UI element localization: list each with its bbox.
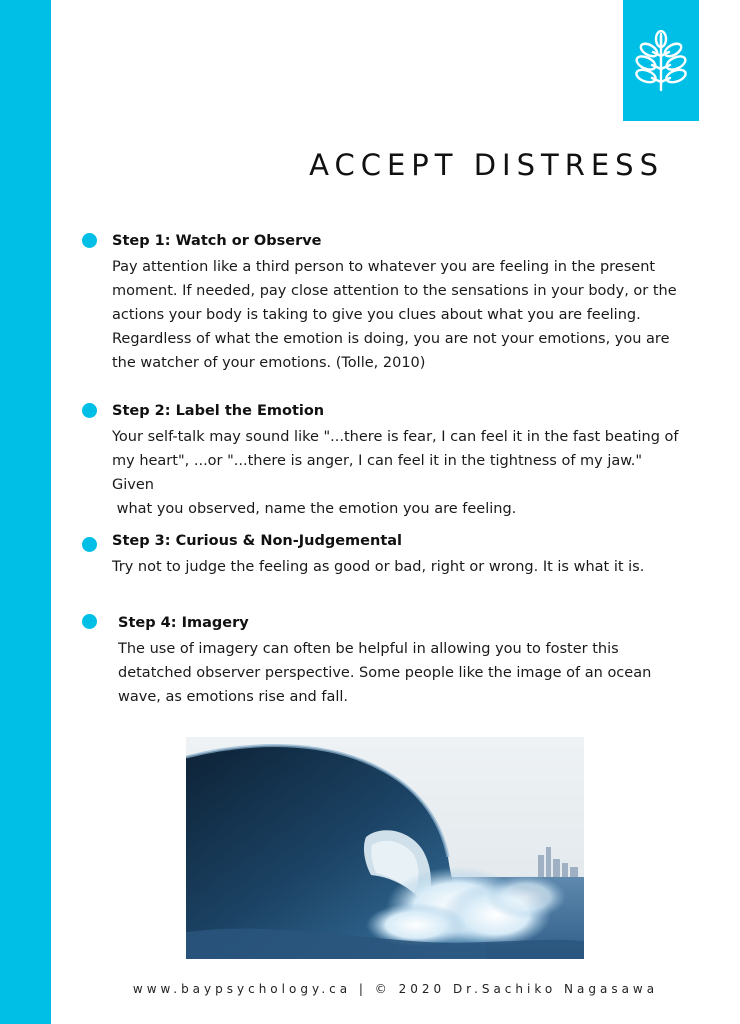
step-4-body: The use of imagery can often be helpful in allowing you to foster this detatched observer perspective. Some people like the image of an ocean wave, as emotions rise and fall. (118, 641, 652, 705)
step-4-title: Step 4: Imagery (118, 615, 249, 631)
step-1-bullet (82, 233, 97, 248)
leaf-branch-icon (633, 30, 689, 92)
footer-credit: www.baypsychology.ca | © 2020 Dr.Sachiko Nagasawa (132, 982, 659, 996)
step-3-bullet (82, 537, 97, 552)
step-2-title: Step 2: Label the Emotion (112, 403, 325, 419)
ocean-wave-photo (186, 737, 584, 959)
step-2-body: Your self-talk may sound like "...there is fear, I can feel it in the fast beating of my heart", ...or "...there is anger, I can feel it in the tightness of my jaw." Given what you observed, name the emotion you are feeling. (112, 429, 679, 517)
step-3-body: Try not to judge the feeling as good or bad, right or wrong. It is what it is. (112, 559, 645, 575)
step-2-bullet (82, 403, 97, 418)
step-1-body: Pay attention like a third person to whatever you are feeling in the present moment. If needed, pay close attention to the sensations in your body, or the actions your body is taking to give you clues about what you are feeling. Regardless of what the emotion is doing, you are not your emotions, you are the watcher of your emotions. (Tolle, 2010) (112, 259, 677, 371)
step-1-title: Step 1: Watch or Observe (112, 233, 322, 249)
logo-box (623, 0, 699, 121)
step-4-bullet (82, 614, 97, 629)
left-accent-bar (0, 0, 51, 1024)
page-title: ACCEPT DISTRESS (309, 148, 664, 182)
step-3-title: Step 3: Curious & Non-Judgemental (112, 533, 403, 549)
